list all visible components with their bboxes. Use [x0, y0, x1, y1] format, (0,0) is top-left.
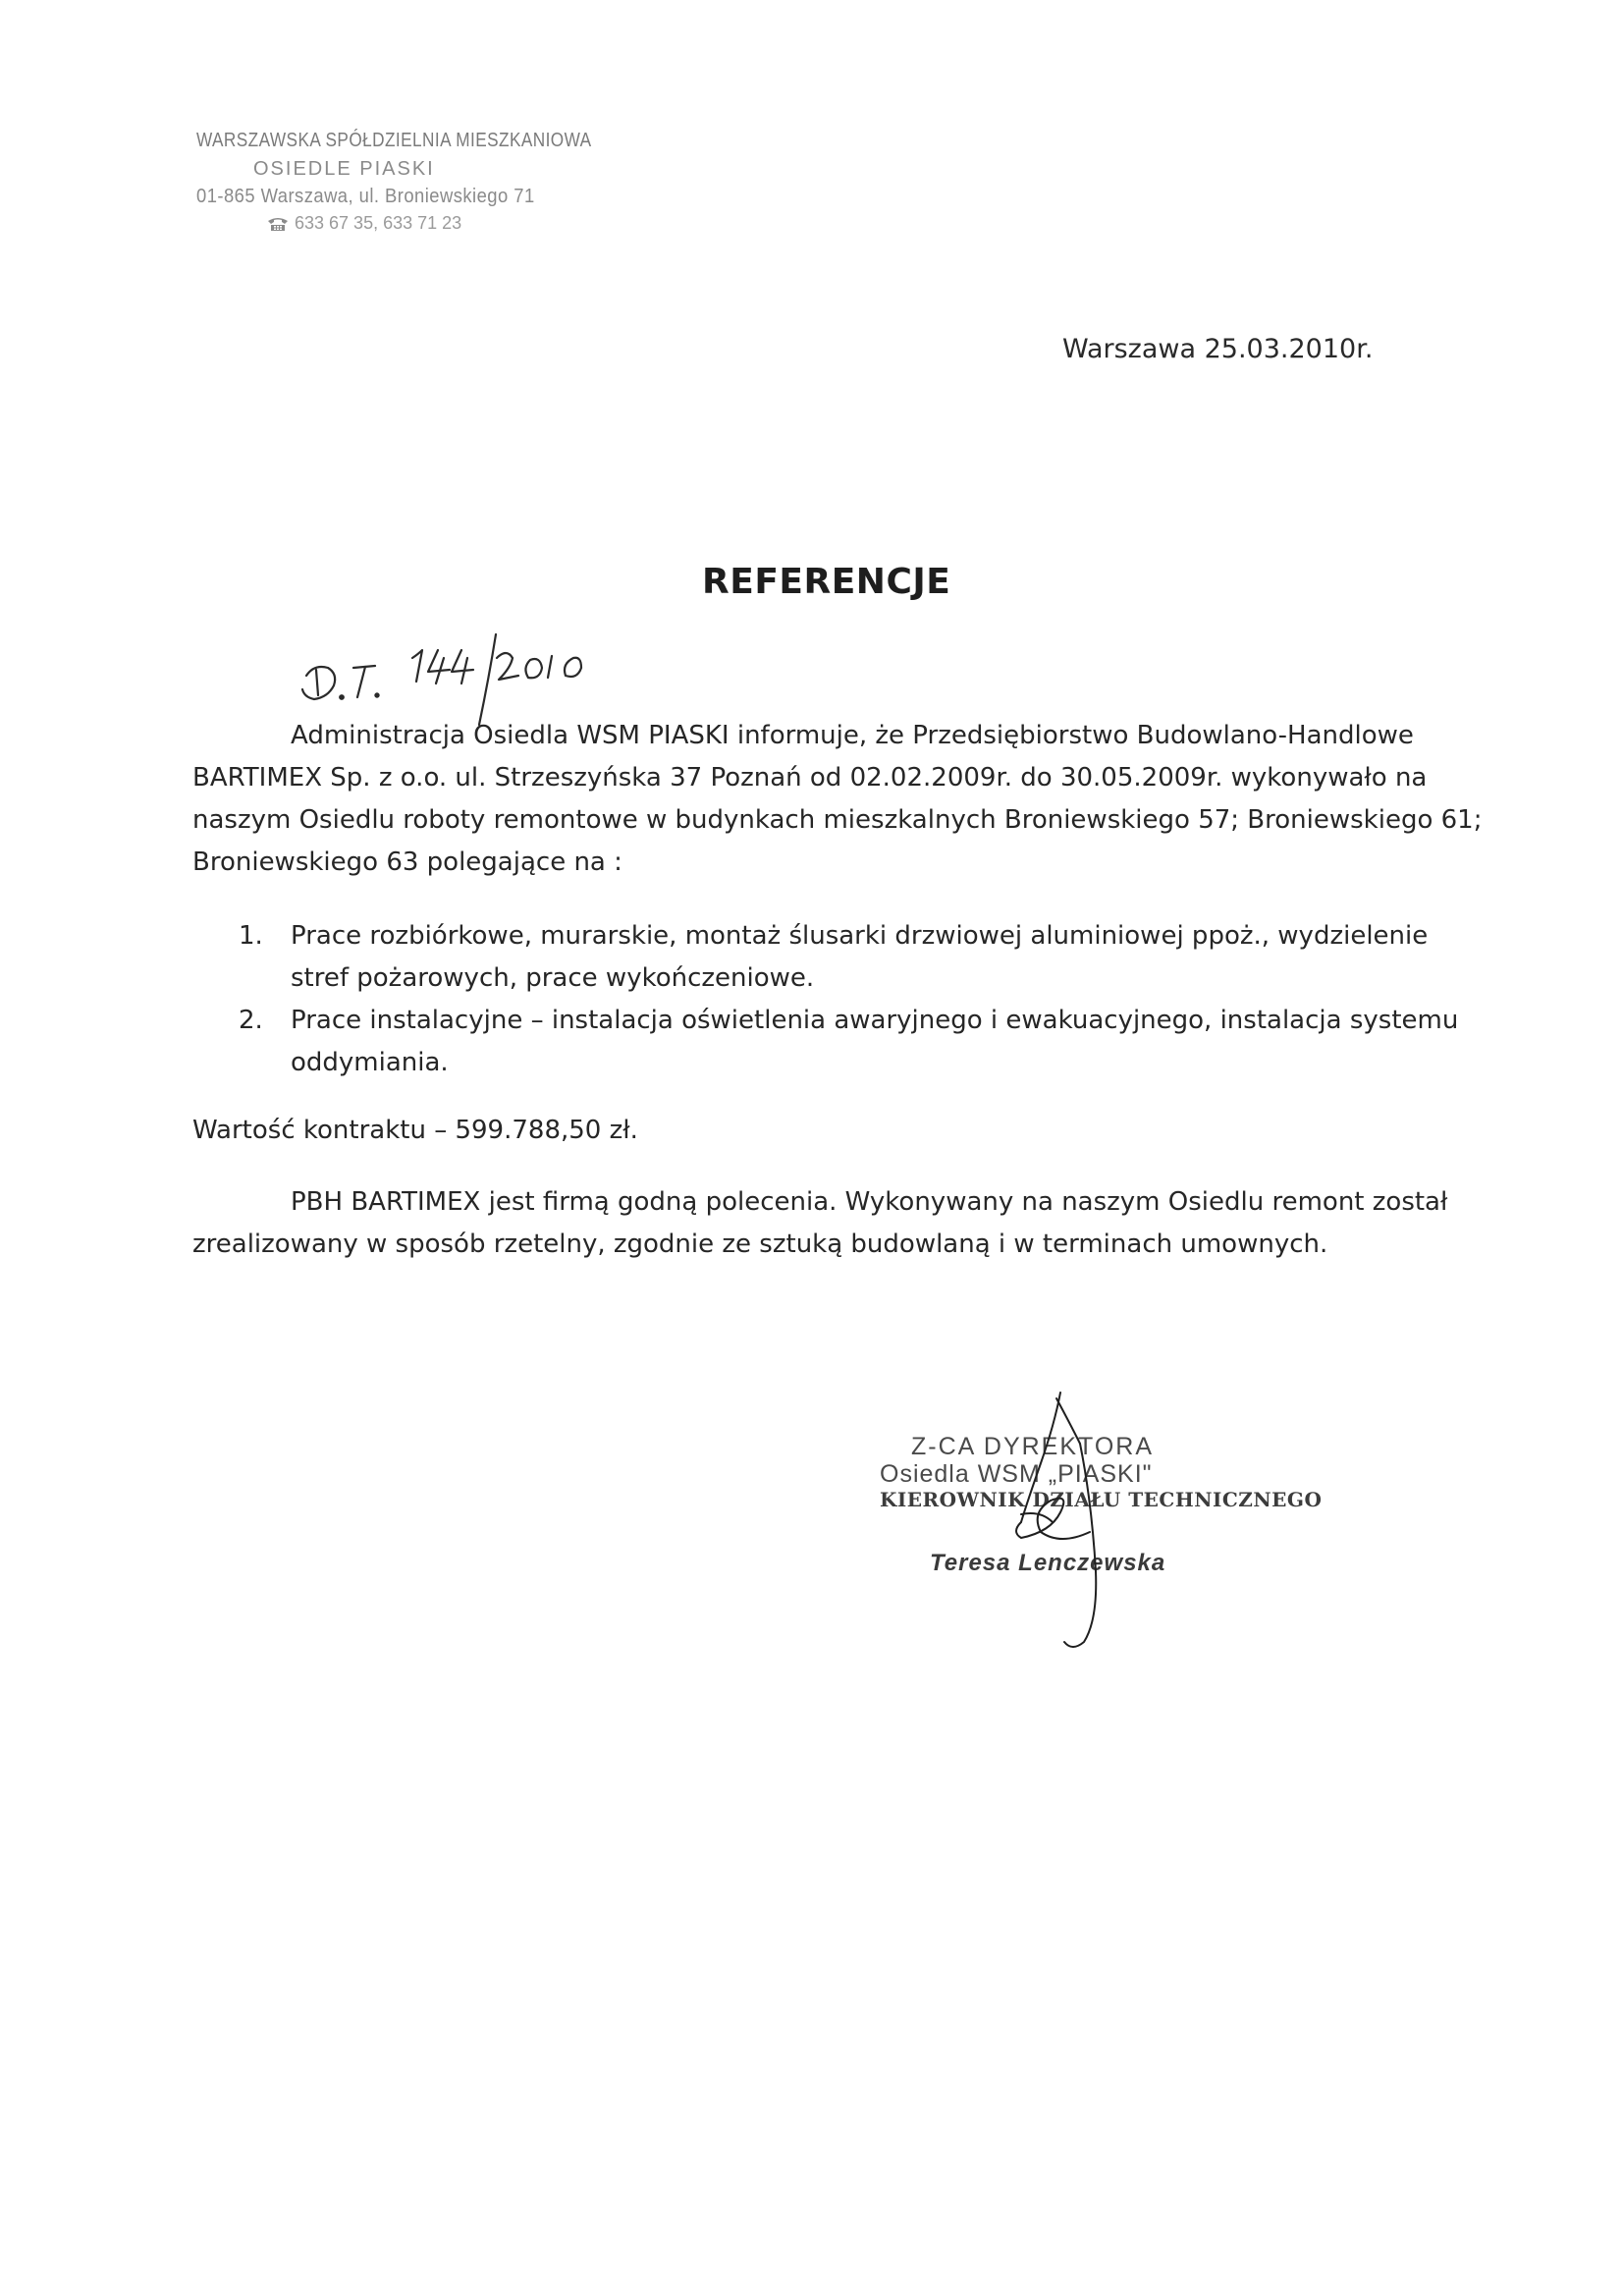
document-date: Warszawa 25.03.2010r. — [1062, 334, 1374, 364]
letterhead-cooperative-name: WARSZAWSKA SPÓŁDZIELNIA MIESZKANIOWA — [196, 130, 592, 151]
signature-stamp-department: KIEROWNIK DZIAŁU TECHNICZNEGO — [880, 1488, 1323, 1511]
intro-paragraph-line: BARTIMEX Sp. z o.o. ul. Strzeszyńska 37 Poznań od 02.02.2009r. do 30.05.2009r. wykonywało na — [192, 763, 1428, 793]
list-item-text: Prace instalacyjne – instalacja oświetlenia awaryjnego i ewakuacyjnego, instalacja systemu — [291, 1006, 1459, 1035]
signature-stamp-name: Teresa Lenczewska — [930, 1550, 1166, 1576]
intro-paragraph-line: naszym Osiedlu roboty remontowe w budynkach mieszkalnych Broniewskiego 57; Broniewskiego 61; — [192, 805, 1483, 835]
recommendation-paragraph-line: PBH BARTIMEX jest firmą godną polecenia. Wykonywany na naszym Osiedlu remont został — [291, 1187, 1448, 1217]
list-item-number: 2. — [239, 1006, 263, 1035]
contract-value: Wartość kontraktu – 599.788,50 zł. — [192, 1116, 638, 1145]
phone-icon — [267, 216, 289, 232]
signature-stamp-position: Z-CA DYREKTORA — [911, 1433, 1155, 1460]
intro-paragraph-line: Administracja Osiedla WSM PIASKI informuje, że Przedsiębiorstwo Budowlano-Handlowe — [291, 721, 1414, 750]
letterhead-phone-numbers: 633 67 35, 633 71 23 — [295, 213, 462, 233]
signature-stamp-organization: Osiedla WSM „PIASKI" — [880, 1460, 1153, 1488]
handwritten-reference-number — [295, 629, 609, 727]
recommendation-paragraph-line: zrealizowany w sposób rzetelny, zgodnie ze sztuką budowlaną i w terminach umownych. — [192, 1230, 1328, 1259]
list-item-text: Prace rozbiórkowe, murarskie, montaż ślusarki drzwiowej aluminiowej ppoż., wydzielenie — [291, 921, 1429, 951]
letterhead-phones — [267, 214, 461, 232]
list-item-number: 1. — [239, 921, 263, 951]
intro-paragraph-line: Broniewskiego 63 polegające na : — [192, 847, 622, 877]
list-item-text: stref pożarowych, prace wykończeniowe. — [291, 963, 815, 993]
document-title: REFERENCJE — [702, 562, 951, 602]
letterhead-address: 01-865 Warszawa, ul. Broniewskiego 71 — [196, 186, 535, 207]
handwritten-signature — [982, 1385, 1139, 1660]
letterhead-estate-name: OSIEDLE PIASKI — [253, 158, 435, 180]
list-item-text: oddymiania. — [291, 1048, 449, 1077]
